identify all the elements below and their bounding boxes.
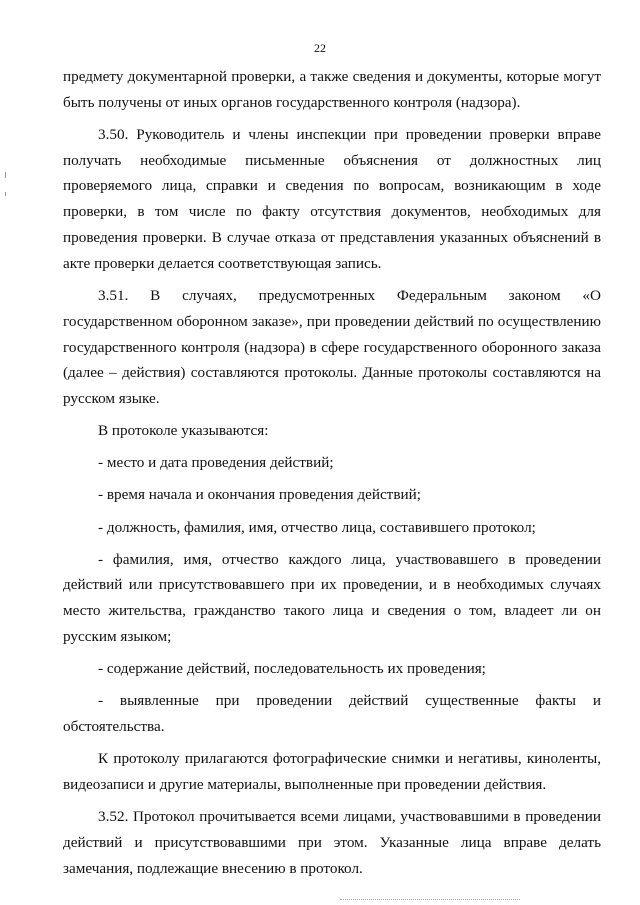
paragraph-3-52: 3.52. Протокол прочитывается всеми лицами, участвовавшими в проведении действий и присутствовавшими при этом. Указанные лица вправе делать замечания, подлежащие внесению в протокол.	[63, 807, 601, 877]
paragraph-attachments: К протоколу прилагаются фотографические снимки и негативы, киноленты, видеозаписи и другие материалы, выполненные при проведении действия.	[63, 750, 601, 793]
list-item-participants: - фамилия, имя, отчество каждого лица, участвовавшего в проведении действий или присутствовавшего при их проведении, и в необходимых случаях место жительства, гражданство такого лица и сведения о том, владеет ли он русским языком;	[63, 550, 601, 646]
scan-edge-mark	[5, 172, 6, 178]
page-number: 22	[314, 41, 326, 55]
document-body	[63, 64, 601, 888]
paragraph-3-50: 3.50. Руководитель и члены инспекции при проведении проверки вправе получать необходимые письменные объяснения от должностных лиц проверяемого лица, справки и сведения по вопросам, возникающим в ходе проверки, в том числе по факту отсутствия документов, необходимых для проведения проверки. В случае отказа от представления указанных объяснений в акте проверки делается соответствующая запись.	[63, 125, 601, 272]
list-item-author: - должность, фамилия, имя, отчество лица, составившего протокол;	[98, 518, 536, 536]
paragraph-protocol-intro: В протоколе указываются:	[98, 422, 269, 440]
scan-edge-mark	[5, 192, 6, 196]
list-item-place-date: - место и дата проведения действий;	[98, 454, 334, 472]
list-item-content: - содержание действий, последовательность их проведения;	[98, 660, 486, 678]
list-item-facts: - выявленные при проведении действий существенные факты и обстоятельства.	[63, 692, 601, 735]
paragraph-continuation: предмету документарной проверки, а также сведения и документы, которые могут быть получены от иных органов государственного контроля (надзора).	[63, 68, 601, 111]
paragraph-3-51: 3.51. В случаях, предусмотренных Федеральным законом «О государственном оборонном заказе», при проведении действий по осуществлению государственного контроля (надзора) в сфере государственного оборонного заказа (далее – действия) составляются протоколы. Данные протоколы составляются на русском языке.	[63, 286, 601, 408]
list-item-time: - время начала и окончания проведения действий;	[98, 486, 421, 504]
scan-bottom-mark	[340, 899, 520, 901]
